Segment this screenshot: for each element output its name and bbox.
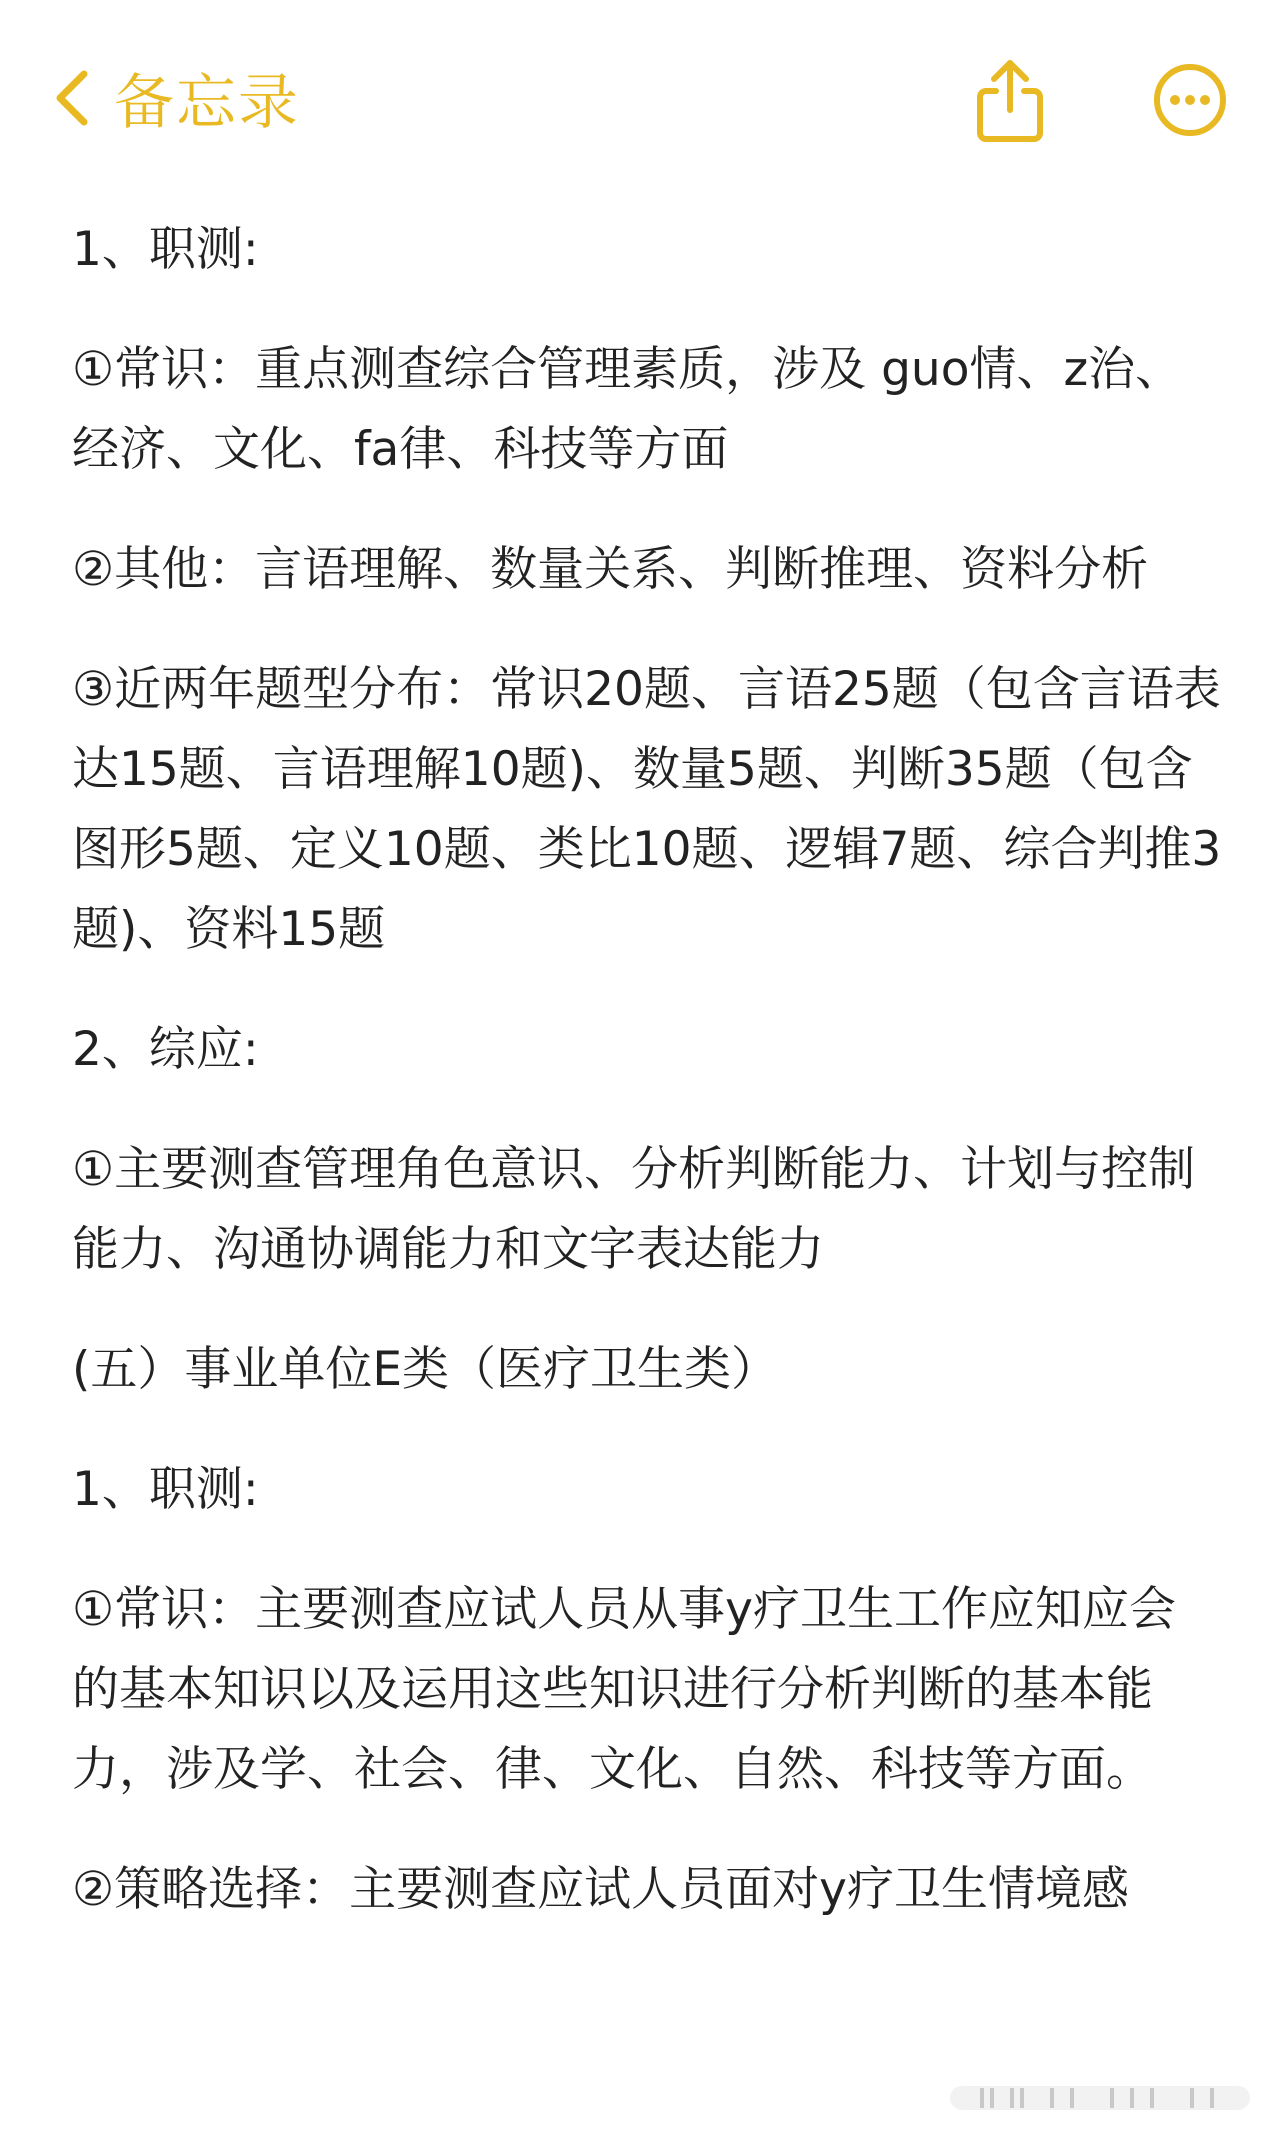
note-paragraph: 1、职测: bbox=[72, 222, 259, 277]
chevron-left-icon bbox=[50, 68, 94, 128]
note-paragraph: ②策略选择：主要测查应试人员面对y疗卫生情境感 bbox=[72, 1862, 1129, 1917]
note-paragraph: ②其他：言语理解、数量关系、判断推理、资料分析 bbox=[72, 542, 1149, 597]
note-paragraph: 2、综应: bbox=[72, 1022, 259, 1077]
watermark-logo bbox=[950, 2080, 1250, 2116]
more-icon bbox=[1150, 60, 1230, 140]
note-paragraph: 1、职测: bbox=[72, 1462, 259, 1517]
note-paragraph: ①主要测查管理角色意识、分析判断能力、计划与控制能力、沟通协调能力和文字表达能力 bbox=[72, 1142, 1196, 1277]
back-button[interactable] bbox=[50, 58, 300, 138]
note-paragraph: ①常识：主要测查应试人员从事y疗卫生工作应知应会的基本知识以及运用这些知识进行分析判断的基本能力，涉及学、社会、律、文化、自然、科技等方面。 bbox=[72, 1582, 1176, 1797]
back-label: 备忘录 bbox=[114, 68, 300, 138]
share-icon bbox=[970, 55, 1050, 145]
note-content[interactable] bbox=[72, 210, 1222, 1970]
note-paragraph: (五）事业单位E类（医疗卫生类） bbox=[72, 1342, 779, 1397]
note-paragraph: ③近两年题型分布：常识20题、言语25题（包含言语表达15题、言语理解10题)、数量5题、判断35题（包含图形5题、定义10题、类比10题、逻辑7题、综合判推3题)、资料15题 bbox=[72, 662, 1222, 957]
more-button[interactable] bbox=[1140, 50, 1240, 150]
note-paragraph: ①常识：重点测查综合管理素质，涉及 guo情、z治、经济、文化、fa律、科技等方面 bbox=[72, 342, 1183, 477]
share-button[interactable] bbox=[960, 50, 1060, 150]
navigation-bar bbox=[0, 0, 1280, 200]
